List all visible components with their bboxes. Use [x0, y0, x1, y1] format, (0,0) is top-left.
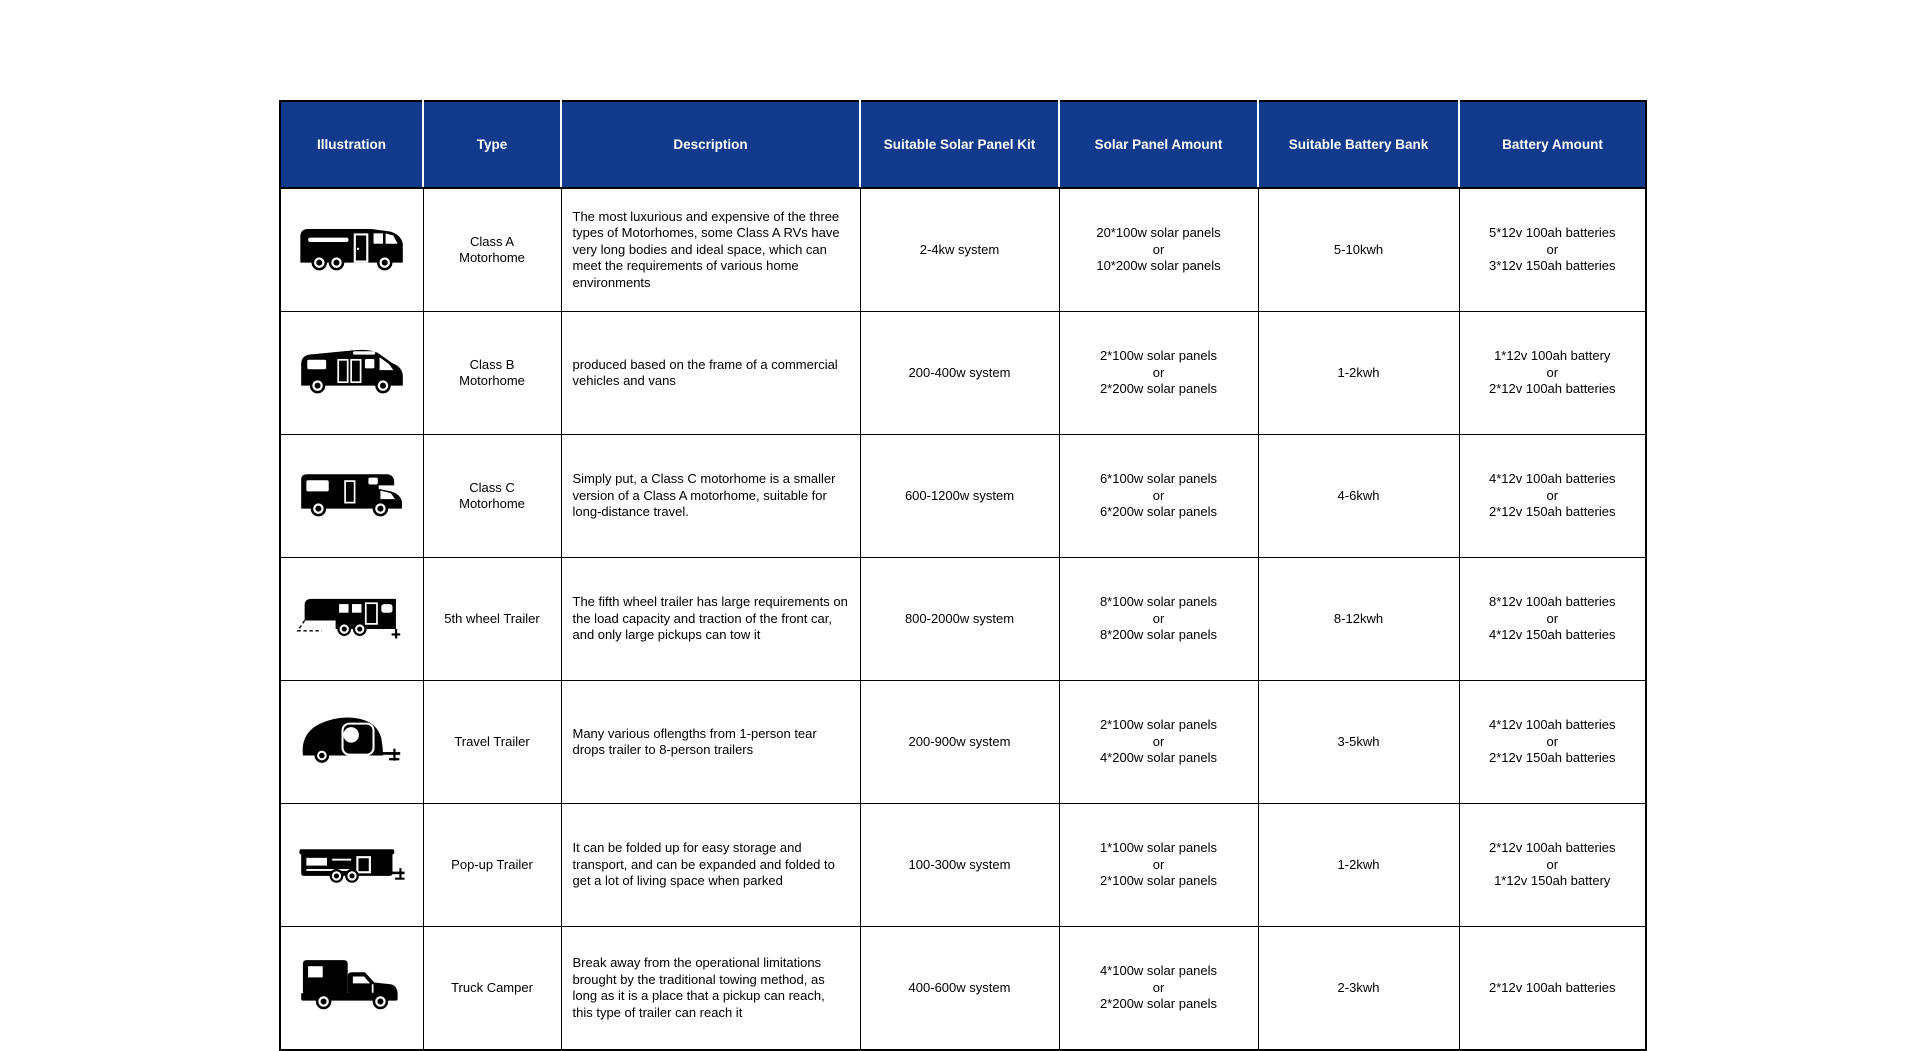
battery-amount-cell-line: 2*12v 150ah batteries [1489, 504, 1616, 520]
column-header-battery-amount: Battery Amount [1459, 101, 1646, 188]
type-cell-line: Travel Trailer [454, 733, 530, 749]
type-cell-line: Class A [469, 233, 515, 249]
battery-amount-cell-line: 2*12v 100ah batteries [1489, 381, 1616, 397]
solar-panel-amount-cell-line: 2*200w solar panels [1099, 996, 1218, 1012]
description-cell: produced based on the frame of a commercial vehicles and vans [561, 312, 860, 435]
solar-panel-amount-cell-line: 6*200w solar panels [1099, 504, 1218, 520]
illustration-cell [280, 681, 423, 804]
solar-panel-amount-cell-line: 2*200w solar panels [1099, 381, 1218, 397]
type-cell [423, 681, 561, 804]
type-cell-line: Motorhome [459, 373, 525, 388]
battery-bank-cell: 3-5kwh [1258, 681, 1459, 804]
battery-bank-cell: 1-2kwh [1258, 804, 1459, 927]
column-header-illustration: Illustration [280, 101, 423, 188]
solar-panel-amount-cell-line: or [1152, 487, 1165, 503]
battery-amount-cell-line: 4*12v 100ah batteries [1489, 471, 1616, 487]
solar-panel-kit-cell: 200-400w system [860, 312, 1059, 435]
solar-panel-amount-cell-line: or [1152, 610, 1165, 626]
illustration-cell [280, 804, 423, 927]
battery-amount-cell-line: or [1546, 241, 1559, 257]
solar-panel-amount-cell-line: 2*100w solar panels [1099, 717, 1218, 733]
solar-panel-amount-cell-line: or [1152, 979, 1165, 995]
type-cell-line: Class B [469, 356, 515, 372]
solar-panel-kit-cell: 400-600w system [860, 927, 1059, 1051]
solar-panel-kit-cell: 600-1200w system [860, 435, 1059, 558]
solar-panel-amount-cell [1059, 681, 1258, 804]
type-cell [423, 558, 561, 681]
battery-amount-cell-line: or [1546, 364, 1559, 380]
solar-panel-amount-cell-line: 20*100w solar panels [1096, 225, 1221, 241]
solar-panel-amount-cell [1059, 312, 1258, 435]
solar-panel-kit-cell: 200-900w system [860, 681, 1059, 804]
solar-panel-amount-cell [1059, 188, 1258, 312]
illustration-cell [280, 312, 423, 435]
table-row [280, 558, 1646, 681]
table-header-row [280, 101, 1646, 188]
battery-amount-cell [1459, 558, 1646, 681]
column-header-solar-panel-amount: Solar Panel Amount [1059, 101, 1258, 188]
class-c-motorhome-icon [296, 463, 408, 525]
column-header-suitable-solar-panel-kit: Suitable Solar Panel Kit [860, 101, 1059, 188]
table-row [280, 681, 1646, 804]
solar-panel-amount-cell [1059, 804, 1258, 927]
type-cell-line: Pop-up Trailer [451, 856, 533, 872]
solar-panel-amount-cell-line: 8*200w solar panels [1099, 627, 1218, 643]
solar-panel-amount-cell-line: 4*100w solar panels [1099, 963, 1218, 979]
battery-amount-cell-line: 1*12v 150ah battery [1494, 873, 1611, 889]
solar-panel-amount-cell-line: or [1152, 364, 1165, 380]
battery-amount-cell-line: 5*12v 100ah batteries [1489, 225, 1616, 241]
solar-panel-amount-cell-line: 1*100w solar panels [1099, 840, 1218, 856]
solar-panel-amount-cell [1059, 558, 1258, 681]
solar-panel-amount-cell [1059, 435, 1258, 558]
description-cell: Simply put, a Class C motorhome is a smaller version of a Class A motorhome, suitable for long-distance travel. [561, 435, 860, 558]
table-row [280, 804, 1646, 927]
description-cell: Many various oflengths from 1-person tear drops trailer to 8-person trailers [561, 681, 860, 804]
description-cell: The fifth wheel trailer has large requirements on the load capacity and traction of the front car, and only large pickups can tow it [561, 558, 860, 681]
battery-bank-cell: 8-12kwh [1258, 558, 1459, 681]
type-cell-line: Motorhome [459, 496, 525, 511]
battery-amount-cell-line: or [1546, 487, 1559, 503]
type-cell [423, 312, 561, 435]
battery-bank-cell: 5-10kwh [1258, 188, 1459, 312]
solar-panel-kit-cell: 100-300w system [860, 804, 1059, 927]
type-cell [423, 927, 561, 1051]
table-row [280, 435, 1646, 558]
solar-panel-amount-cell-line: or [1152, 241, 1165, 257]
class-b-motorhome-icon [296, 340, 408, 402]
class-a-motorhome-icon [296, 217, 408, 279]
battery-amount-cell-line: or [1546, 856, 1559, 872]
solar-panel-amount-cell-line: or [1152, 733, 1165, 749]
battery-amount-cell-line: 4*12v 150ah batteries [1489, 627, 1616, 643]
table-row [280, 927, 1646, 1051]
solar-panel-amount-cell-line: 4*200w solar panels [1099, 750, 1218, 766]
illustration-cell [280, 558, 423, 681]
battery-amount-cell [1459, 435, 1646, 558]
battery-bank-cell: 1-2kwh [1258, 312, 1459, 435]
solar-panel-amount-cell-line: 10*200w solar panels [1096, 258, 1221, 274]
column-header-description: Description [561, 101, 860, 188]
type-cell [423, 804, 561, 927]
battery-amount-cell-line: 2*12v 150ah batteries [1489, 750, 1616, 766]
description-cell: Break away from the operational limitations brought by the traditional towing method, as long as it is a place that a pickup can reach, this type of trailer can reach it [561, 927, 860, 1051]
battery-amount-cell [1459, 312, 1646, 435]
rv-solar-comparison-table-wrap [279, 100, 1647, 1051]
battery-amount-cell [1459, 804, 1646, 927]
solar-panel-amount-cell-line: 2*100w solar panels [1099, 873, 1218, 889]
pop-up-trailer-icon [296, 832, 408, 894]
illustration-cell [280, 435, 423, 558]
solar-panel-kit-cell: 2-4kw system [860, 188, 1059, 312]
fifth-wheel-trailer-icon [296, 586, 408, 648]
battery-amount-cell [1459, 927, 1646, 1051]
description-cell: The most luxurious and expensive of the three types of Motorhomes, some Class A RVs have very long bodies and ideal space, which can meet the requirements of various home environments [561, 188, 860, 312]
solar-panel-amount-cell [1059, 927, 1258, 1051]
type-cell-line: Class C [469, 479, 515, 495]
battery-amount-cell-line: 8*12v 100ah batteries [1489, 594, 1616, 610]
battery-amount-cell-line: 3*12v 150ah batteries [1489, 258, 1616, 274]
battery-bank-cell: 2-3kwh [1258, 927, 1459, 1051]
rv-solar-comparison-table [279, 100, 1647, 1051]
column-header-type: Type [423, 101, 561, 188]
battery-amount-cell [1459, 681, 1646, 804]
battery-amount-cell-line: or [1546, 610, 1559, 626]
table-row [280, 188, 1646, 312]
solar-panel-amount-cell-line: 2*100w solar panels [1099, 348, 1218, 364]
solar-panel-amount-cell-line: 8*100w solar panels [1099, 594, 1218, 610]
solar-panel-amount-cell-line: 6*100w solar panels [1099, 471, 1218, 487]
solar-panel-amount-cell-line: or [1152, 856, 1165, 872]
truck-camper-icon [296, 955, 408, 1017]
type-cell-line: 5th wheel Trailer [444, 610, 540, 626]
solar-panel-kit-cell: 800-2000w system [860, 558, 1059, 681]
illustration-cell [280, 188, 423, 312]
battery-amount-cell [1459, 188, 1646, 312]
type-cell [423, 435, 561, 558]
battery-amount-cell-line: or [1546, 733, 1559, 749]
type-cell-line: Motorhome [459, 250, 525, 265]
table-row [280, 312, 1646, 435]
battery-amount-cell-line: 2*12v 100ah batteries [1489, 979, 1616, 995]
illustration-cell [280, 927, 423, 1051]
battery-amount-cell-line: 2*12v 100ah batteries [1489, 840, 1616, 856]
column-header-suitable-battery-bank: Suitable Battery Bank [1258, 101, 1459, 188]
battery-amount-cell-line: 4*12v 100ah batteries [1489, 717, 1616, 733]
battery-bank-cell: 4-6kwh [1258, 435, 1459, 558]
battery-amount-cell-line: 1*12v 100ah battery [1494, 348, 1611, 364]
description-cell: It can be folded up for easy storage and transport, and can be expanded and folded to get a lot of living space when parked [561, 804, 860, 927]
travel-trailer-icon [296, 709, 408, 771]
type-cell [423, 188, 561, 312]
type-cell-line: Truck Camper [451, 979, 533, 995]
